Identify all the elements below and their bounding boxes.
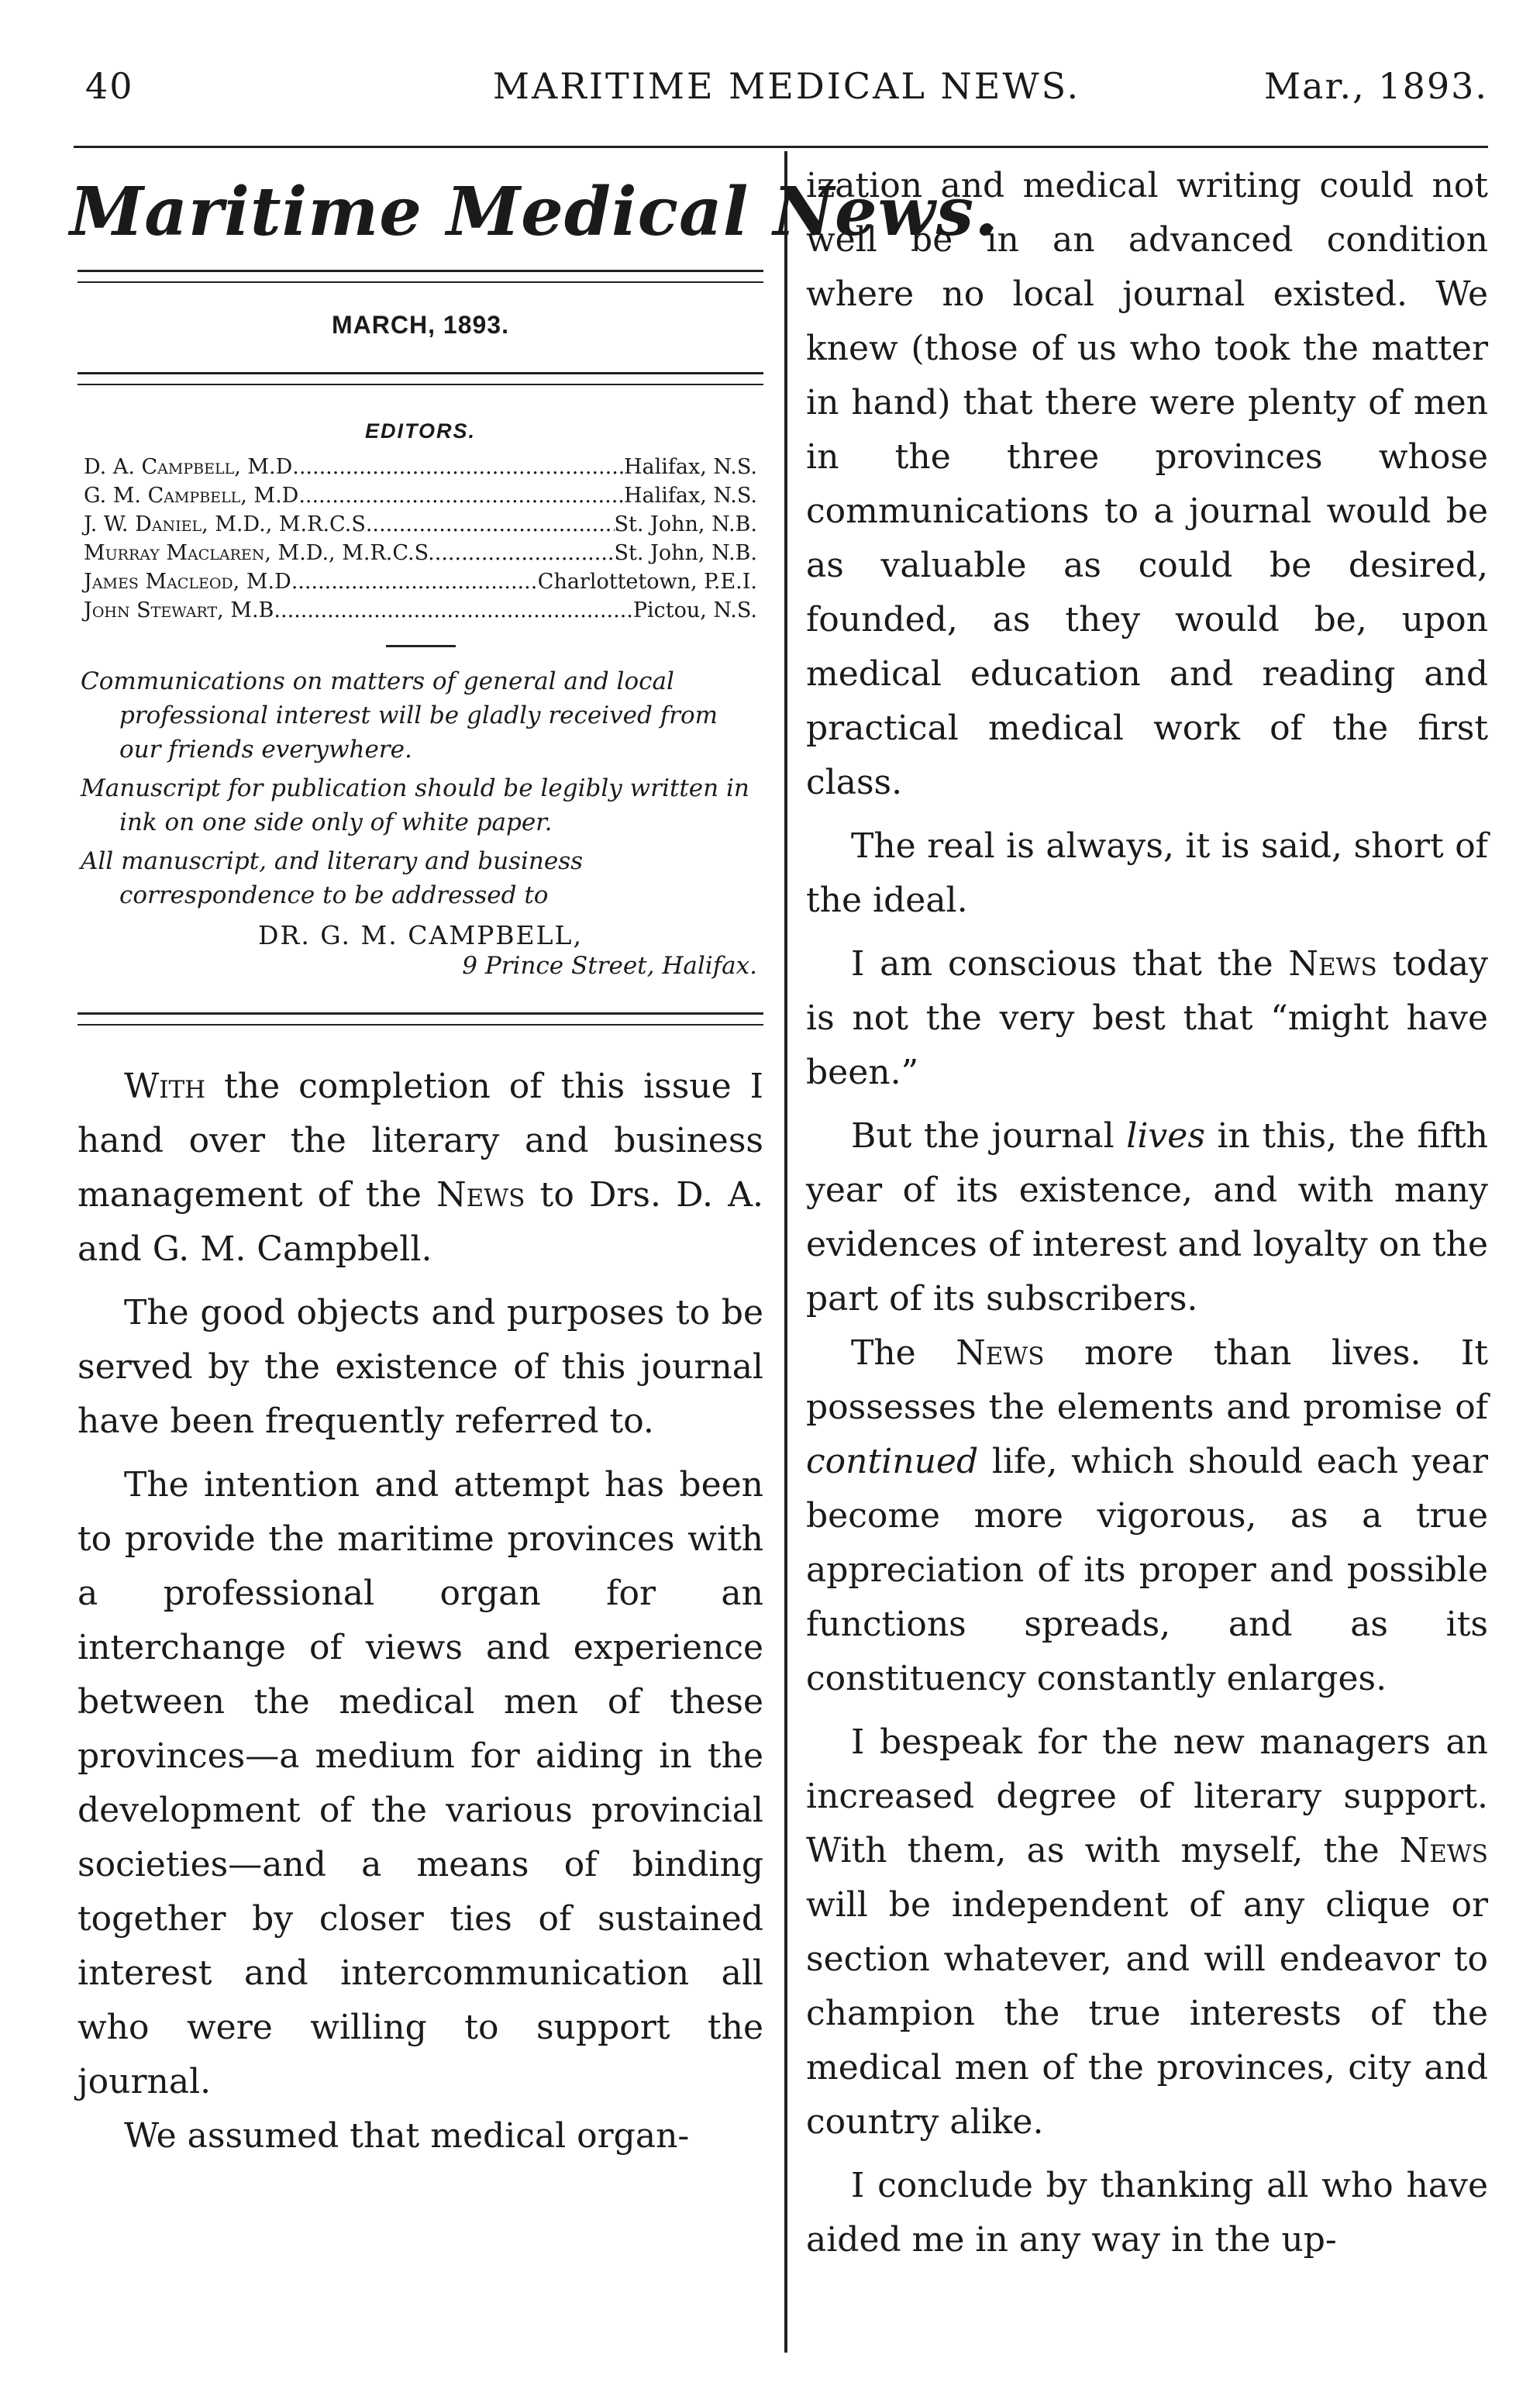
editor-name: James Macleod, M.D — [84, 570, 291, 594]
text-run: The — [851, 1333, 956, 1373]
news-smallcaps: News — [1399, 1831, 1488, 1870]
text-run: I am conscious that the — [851, 944, 1289, 984]
issue-date: MARCH, 1893. — [332, 311, 509, 339]
article-paragraph — [806, 1326, 1488, 1706]
address-name: DR. G. M. CAMPBELL, — [258, 920, 583, 950]
masthead-title: Maritime Medical News. — [70, 173, 999, 251]
article-paragraph — [806, 937, 1488, 1100]
page-number: 40 — [85, 65, 134, 107]
editor-name: J. W. Daniel, M.D., M.R.C.S — [84, 512, 366, 536]
news-smallcaps: News — [1288, 944, 1377, 984]
editor-place: Pictou, N.S. — [632, 598, 757, 622]
editors-heading: EDITORS. — [364, 419, 477, 443]
text-run: more than lives. It possesses the elements and promise of — [806, 1333, 1488, 1427]
notice-correspondence: All manuscript, and literary and business correspondence to be addressed to — [81, 847, 584, 909]
emphasis-lives: lives — [1126, 1116, 1205, 1156]
text-run: I bespeak for the new managers an increased degree of literary support. With them, as with myself, the — [806, 1722, 1488, 1870]
article-paragraph — [806, 1715, 1488, 2150]
article-paragraph — [70, 1060, 771, 1277]
editor-entry — [70, 510, 771, 539]
notice-communications: Communications on matters of general and local professional interest will be gladly received from our friends everywhere. — [81, 667, 718, 764]
editor-name: D. A. Campbell, M.D — [84, 455, 293, 479]
running-title: MARITIME MEDICAL NEWS. — [492, 65, 1081, 107]
article-paragraph: We assumed that medical organ- — [124, 2116, 690, 2156]
running-header — [85, 65, 1488, 119]
editor-place: St. John, N.B. — [614, 512, 757, 536]
right-column — [806, 159, 1488, 2267]
text-run: today is not the very best that “might have been.” — [806, 944, 1488, 1092]
short-divider — [386, 645, 456, 647]
masthead-rule — [78, 270, 763, 283]
editor-place: Halifax, N.S. — [624, 484, 757, 508]
article-paragraph: The real is always, it is said, short of the ideal. — [806, 826, 1488, 920]
editor-place: Charlottetown, P.E.I. — [537, 570, 757, 594]
editor-entry — [70, 596, 771, 625]
column-divider — [784, 151, 787, 2353]
text-run: the completion of this issue I hand over the literary and business management of the — [78, 1067, 763, 1215]
article-paragraph: ization and medical writing could not well be in an advanced condition where no local journal existed. We knew (those of us who took the matter in hand) that there were plenty of men in the three provinces whose communications to a journal would be as valuable as could be desired, founded, as they would be, upon medical education and reading and practical medical work of the first class. — [806, 166, 1488, 802]
text-run: to Drs. D. A. and G. M. Campbell. — [78, 1175, 764, 1269]
news-smallcaps: News — [956, 1333, 1045, 1373]
text-run: But the journal — [851, 1116, 1127, 1156]
text-run: will be independent of any clique or section whatever, and will endeavor to champion the true interests of the medical men of the provinces, city and country alike. — [806, 1885, 1488, 2142]
notice-rule — [78, 1012, 763, 1026]
editor-entry — [70, 567, 771, 596]
editor-name: Murray Maclaren, M.D., M.R.C.S. — [84, 541, 435, 565]
header-rule — [74, 146, 1488, 148]
article-paragraph — [806, 1109, 1488, 1326]
lead-word: With — [124, 1067, 206, 1106]
news-smallcaps: News — [436, 1175, 525, 1215]
editor-name: G. M. Campbell, M.D — [84, 484, 299, 508]
editor-entry — [70, 539, 771, 567]
editor-place: Halifax, N.S. — [624, 455, 757, 479]
editor-place: St. John, N.B. — [614, 541, 757, 565]
article-paragraph: I conclude by thanking all who have aided me in any way in the up- — [806, 2166, 1488, 2260]
address-street: 9 Prince Street, Halifax. — [462, 952, 757, 980]
issue-date-rule — [78, 372, 763, 385]
header-date: Mar., 1893. — [1263, 65, 1488, 107]
article-paragraph: The good objects and purposes to be served by the existence of this journal have been frequently referred to. — [78, 1293, 763, 1441]
text-run: life, which should each year become more vigorous, as a true appreciation of its proper and possible functions spreads, and as its constituency constantly enlarges. — [806, 1442, 1488, 1698]
notice-manuscript: Manuscript for publication should be legibly written in ink on one side only of white paper. — [81, 774, 749, 836]
editor-name: John Stewart, M.B — [84, 598, 274, 622]
editor-entry — [70, 453, 771, 481]
editor-entry — [70, 481, 771, 510]
text-run: in this, the fifth year of its existence, and with many evidences of interest and loyalty on the part of its subscribers. — [806, 1116, 1488, 1319]
article-paragraph: The intention and attempt has been to provide the maritime provinces with a professional organ for an interchange of views and experience between the medical men of these provinces—a medium for aiding in the development of the various provincial societies—and a means of binding together by closer ties of sustained interest and intercommunication all who were willing to support the journal. — [78, 1465, 763, 2101]
editors-list — [70, 453, 771, 625]
emphasis-continued: continued — [806, 1442, 979, 1481]
